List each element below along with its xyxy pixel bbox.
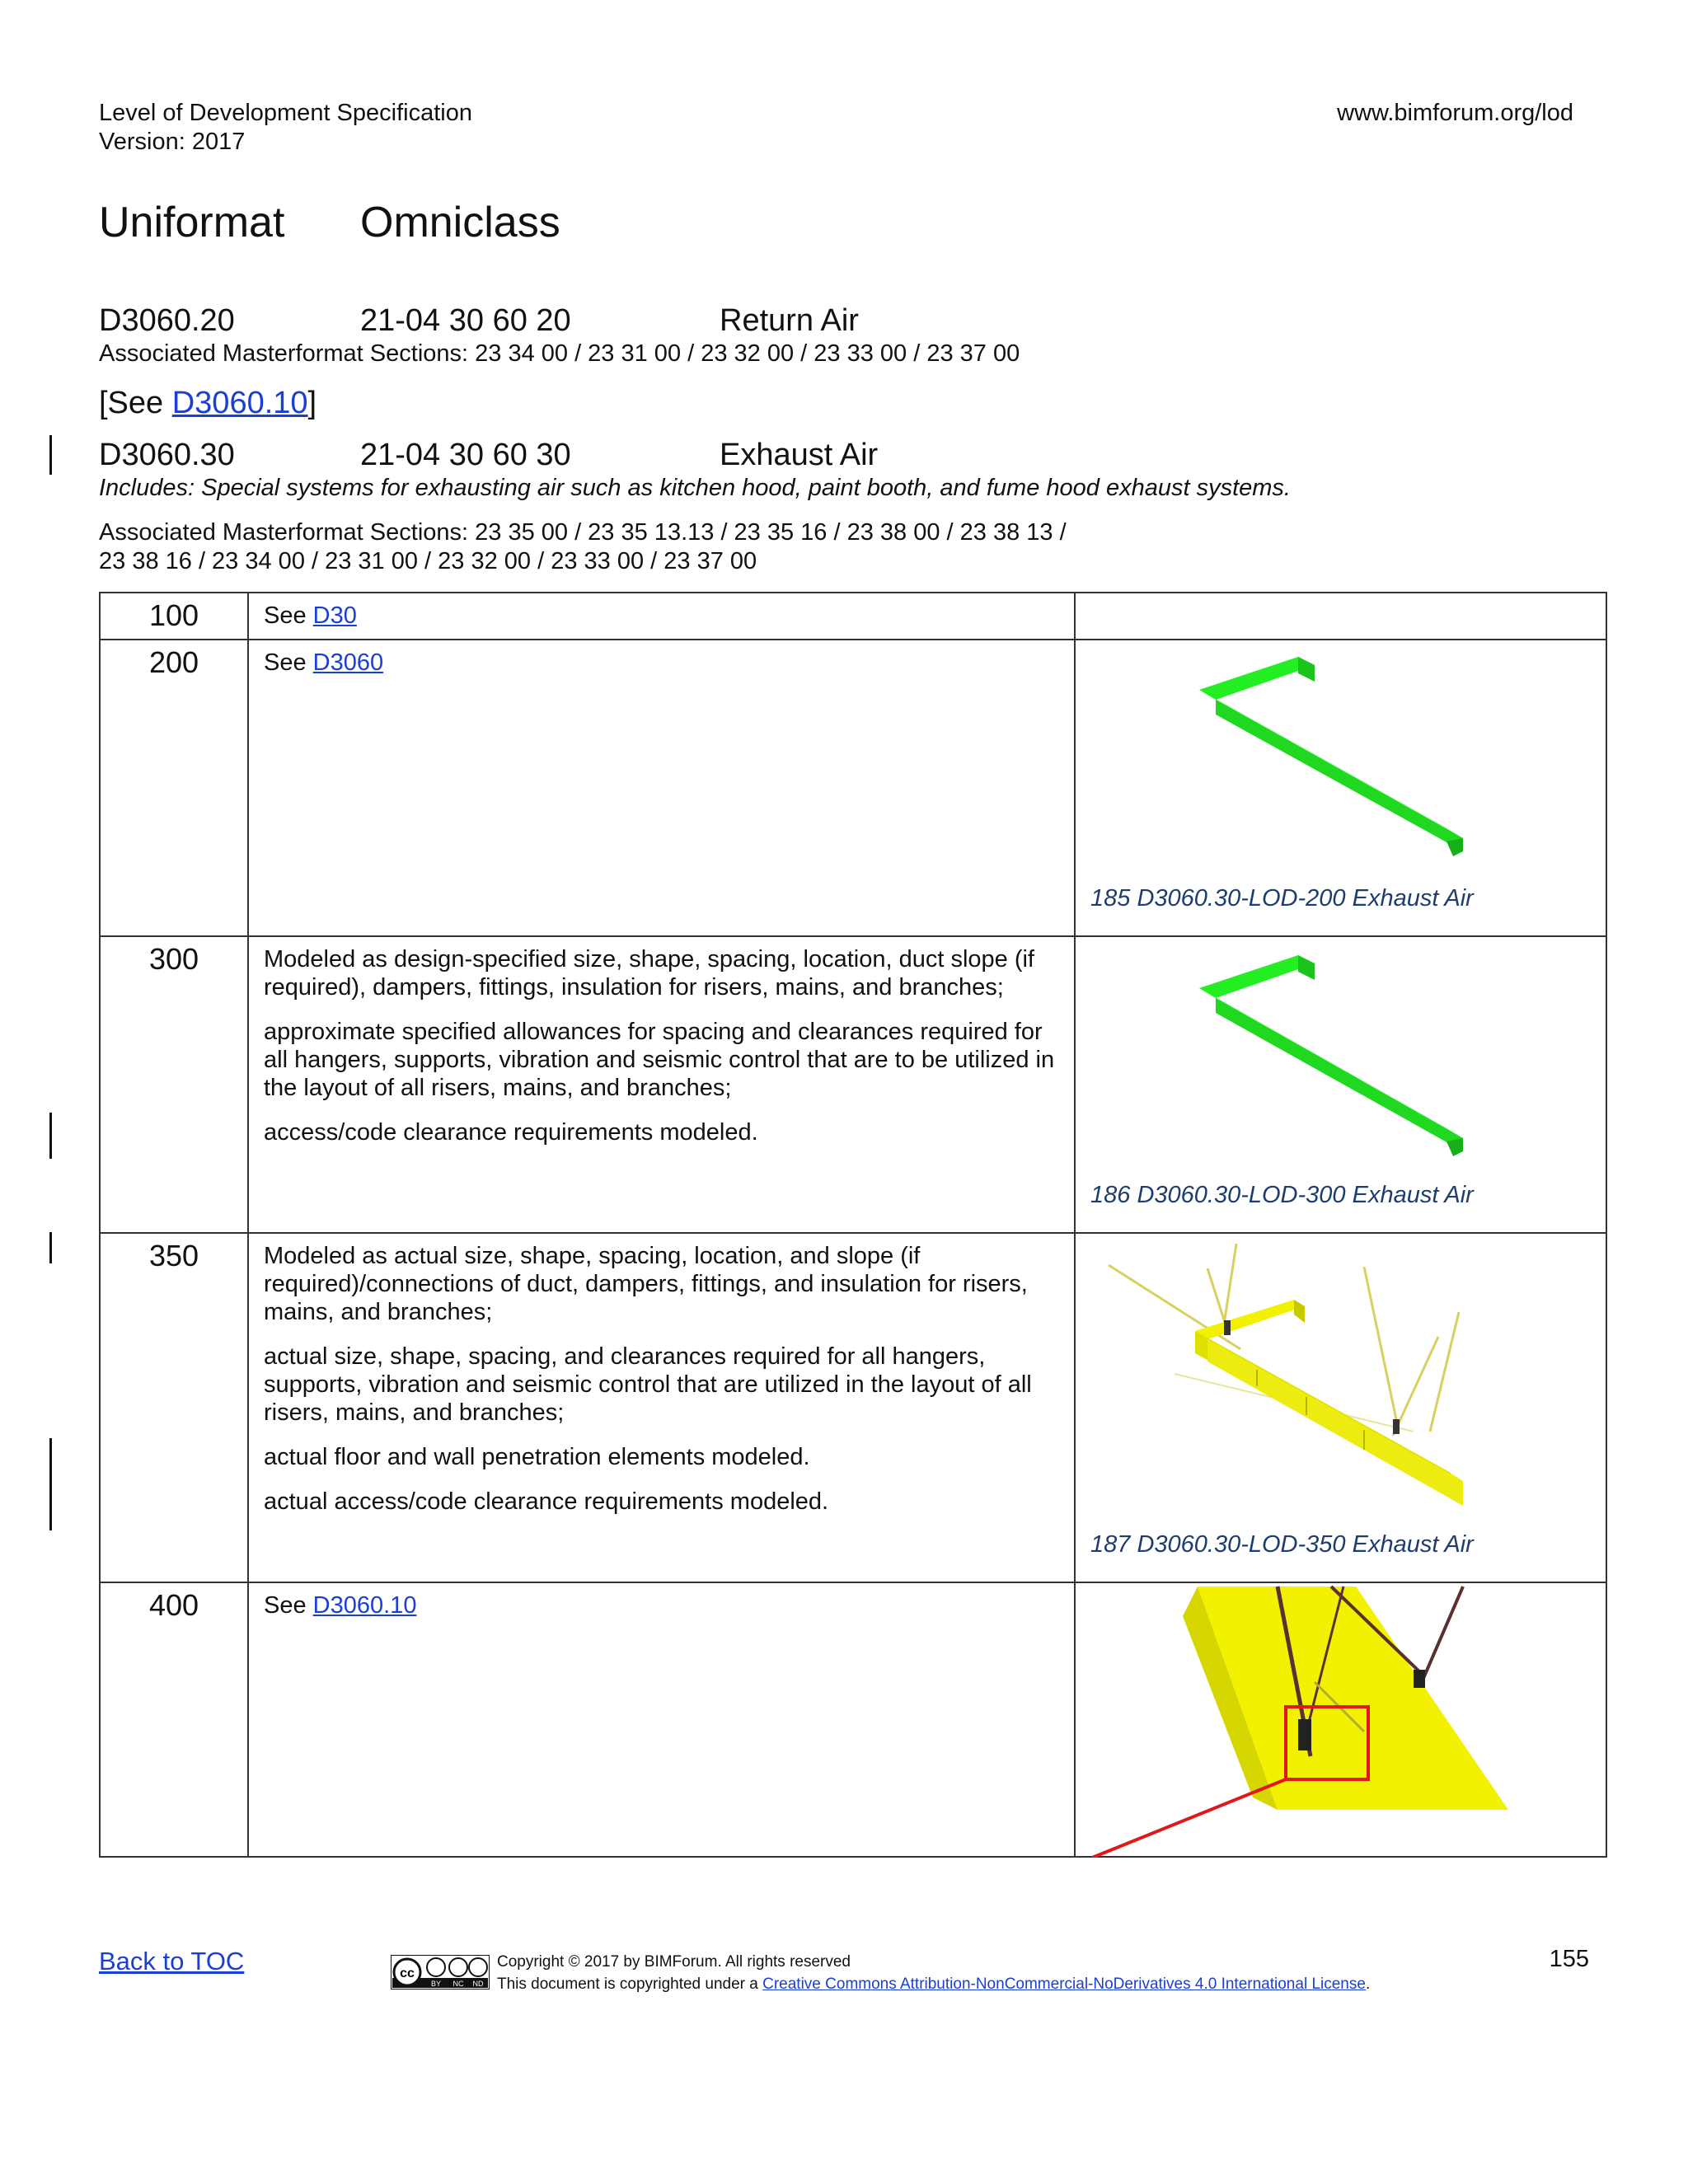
page-number: 155 (1549, 1946, 1589, 1972)
lod-level: 350 (100, 1233, 248, 1582)
table-row (100, 640, 1606, 936)
license-link[interactable]: Creative Commons Attribution-NonCommercial-NoDerivatives 4.0 International License (762, 1975, 1366, 1993)
hanger-clamp (1414, 1670, 1425, 1688)
change-bar (49, 1232, 52, 1263)
by-label: BY (430, 1980, 442, 1988)
back-to-toc-label[interactable]: Back to TOC (99, 1947, 245, 1975)
copyright-notice: Copyright © 2017 by BIMForum. All rights reserved (497, 1953, 851, 1971)
see-d3060-link[interactable]: D3060 (312, 649, 384, 676)
duct-segment-top (1199, 657, 1315, 700)
duct-end-face (1298, 955, 1315, 980)
masterformat-sections: Associated Masterformat Sections: 23 34 00 / 23 31 00 / 23 32 00 / 23 33 00 / 23 37 00 (99, 340, 1020, 367)
table-row (100, 1582, 1606, 1857)
hanger-clamp (1393, 1419, 1400, 1434)
creative-commons-badge (391, 1955, 490, 1990)
doc-title: Level of Development Specification (99, 100, 472, 126)
lod-level: 200 (100, 640, 248, 936)
hanger-rod (1430, 1312, 1459, 1432)
see-d3060-10-link[interactable]: D3060.10 (171, 386, 308, 420)
hanger-clamp (1224, 1320, 1231, 1335)
license-notice (497, 1973, 1370, 1995)
change-bar (49, 1113, 52, 1159)
table-row (100, 1233, 1606, 1582)
website-url: www.bimforum.org/lod (1337, 100, 1573, 126)
lod-figure-cell (1075, 593, 1606, 640)
section-omniclass-code: 21-04 30 60 20 (360, 303, 571, 338)
masterformat-sections: Associated Masterformat Sections: 23 35 00 / 23 35 13.13 / 23 35 16 / 23 38 00 / 23 38 13 / (99, 519, 1067, 546)
lod-paragraph: actual floor and wall penetration elements modeled. (264, 1444, 810, 1470)
see-prefix: See (264, 602, 313, 629)
section-uniformat-code: D3060.30 (99, 438, 235, 472)
nc-label: NC (452, 1980, 464, 1988)
lod-description (248, 640, 1075, 936)
see-suffix: ] (307, 386, 317, 420)
lod-paragraph: access/code clearance requirements modeled. (264, 1119, 758, 1146)
lod-level: 400 (100, 1582, 248, 1857)
yellow-duct-detail-figure (1076, 1583, 1607, 1858)
nd-icon (469, 1958, 487, 1976)
hanger-rod (1364, 1267, 1397, 1423)
lod-description (248, 936, 1075, 1233)
nc-icon (449, 1958, 467, 1976)
cc-icon-text: cc (400, 1966, 415, 1980)
section-name: Exhaust Air (720, 438, 879, 472)
nd-label: ND (472, 1980, 484, 1988)
section-name: Return Air (720, 303, 859, 338)
uniformat-heading: Uniformat (99, 199, 285, 246)
duct-close-up (1198, 1586, 1508, 1810)
hanger-clamp (1298, 1719, 1311, 1750)
lod-figure-cell (1075, 640, 1606, 936)
see-prefix: See (264, 649, 313, 676)
duct-segment-top (1195, 1300, 1305, 1339)
license-suffix: . (1365, 1975, 1371, 1993)
lod-table (99, 592, 1607, 1858)
lod-paragraph: Modeled as design-specified size, shape, spacing, location, duct slope (if required), dampers, fittings, insulation for risers, mains, and branches; (264, 946, 1034, 1001)
lod-level: 300 (100, 936, 248, 1233)
doc-version: Version: 2017 (99, 129, 246, 155)
lod-description (248, 1233, 1075, 1582)
by-icon (427, 1958, 445, 1976)
license-prefix: This document is copyrighted under a (497, 1975, 763, 1993)
change-bar (49, 435, 52, 475)
lod-description (248, 593, 1075, 640)
duct-segment-side (1216, 998, 1463, 1151)
lod-description (248, 1582, 1075, 1857)
lod-figure-cell (1075, 1582, 1606, 1857)
see-prefix: [See (99, 386, 172, 420)
figure-caption: 187 D3060.30-LOD-350 Exhaust Air (1090, 1531, 1474, 1558)
lod-paragraph: actual size, shape, spacing, and clearances required for all hangers, supports, vibration and seismic control that are utilized in the layout of all risers, mains, and branches; (264, 1343, 1032, 1426)
duct-segment-top (1199, 955, 1315, 998)
figure-caption: 186 D3060.30-LOD-300 Exhaust Air (1090, 1182, 1474, 1208)
table-row (100, 593, 1606, 640)
lod-figure-cell (1075, 936, 1606, 1233)
duct-end-face (1294, 1300, 1305, 1323)
hanger-rod (1224, 1244, 1236, 1324)
lod-level: 100 (100, 593, 248, 640)
duct-segment-side (1216, 700, 1463, 851)
duct-segment-top (1199, 988, 1463, 1138)
duct-end-face (1298, 657, 1315, 682)
see-reference (99, 385, 316, 421)
see-prefix: See (264, 1592, 313, 1619)
section-omniclass-code: 21-04 30 60 30 (360, 438, 571, 472)
section-uniformat-code: D3060.20 (99, 303, 235, 338)
section-includes: Includes: Special systems for exhausting air such as kitchen hood, paint booth, and fume hood exhaust systems. (99, 475, 1291, 501)
duct-segment-top (1199, 690, 1463, 838)
hanger-rod (1422, 1586, 1463, 1682)
see-d30-link[interactable]: D30 (312, 602, 357, 629)
lod-paragraph: Modeled as actual size, shape, spacing, location, and slope (if required)/connections of duct, dampers, fittings, and insulation for risers, mains, and branches; (264, 1243, 1028, 1325)
figure-caption: 185 D3060.30-LOD-200 Exhaust Air (1090, 885, 1474, 912)
see-d3060-10-link[interactable]: D3060.10 (312, 1592, 417, 1619)
omniclass-heading: Omniclass (360, 199, 560, 246)
lod-figure-cell (1075, 1233, 1606, 1582)
table-row (100, 936, 1606, 1233)
masterformat-sections-cont: 23 38 16 / 23 34 00 / 23 31 00 / 23 32 00 / 23 33 00 / 23 37 00 (99, 548, 757, 574)
back-to-toc-link[interactable] (99, 1947, 244, 1976)
lod-paragraph: approximate specified allowances for spacing and clearances required for all hangers, supports, vibration and seismic control that are to be utilized in the layout of all risers, mains, and branches; (264, 1019, 1055, 1101)
change-bar (49, 1438, 52, 1530)
lod-paragraph: actual access/code clearance requirements modeled. (264, 1488, 829, 1515)
callout-arrow (1092, 1779, 1286, 1858)
